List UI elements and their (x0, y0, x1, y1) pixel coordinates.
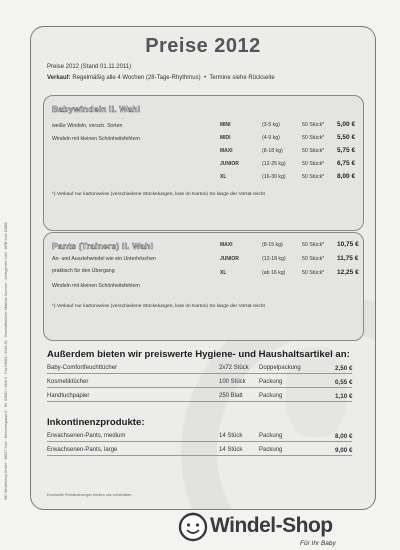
ink-pack-1: Packung (259, 447, 283, 453)
hygiene-row-2 (47, 393, 357, 403)
windel-shop-logo (178, 508, 378, 550)
ink-qty-0: 14 Stück (219, 433, 243, 439)
bullet-icon: • (203, 75, 207, 81)
price-change-note: Eventuelle Preisänderungen bleiben uns vorbehalten. (47, 493, 133, 497)
bw-price-3: 6,75 € (337, 160, 356, 167)
bw-price-2: 5,75 € (337, 147, 356, 154)
bw-size-1: MIDI (220, 135, 231, 141)
dates-note: Termine siehe Rückseite (209, 75, 275, 81)
pants-qty-2: 50 Stück* (302, 270, 325, 276)
hygiene-name-2: Handtuchpapier (47, 393, 90, 399)
hygiene-row-0 (47, 365, 357, 375)
pants-price-2: 12,25 € (337, 269, 359, 276)
bw-size-0: MINI (220, 122, 231, 128)
bw-size-2: MAXI (220, 148, 233, 154)
hygiene-price-1: 0,55 € (335, 379, 353, 386)
company-info-vertical: WD Windelshop GmbH · 98527 Suhl · Heinrichsgasse 5 · Tel. 03681 / 4546-0 · Fax 03681 / 4546-20 · Geschäftsführer: Mathias Sommer · Amtsgericht Suhl · HRB Suhl 10888 (4, 222, 8, 500)
babywindeln-note: *) Verkauf nur kartonweise (verschiedene Stückelungen, lose im Karton) So lange der Vorrat reicht (52, 192, 265, 197)
pants-desc-2: praktisch für den Übergang (52, 268, 115, 274)
hygiene-name-0: Baby-Comfortfeuchttücher (47, 365, 118, 371)
ink-price-0: 8,00 € (335, 433, 353, 440)
bw-qty-3: 50 Stück* (302, 161, 325, 167)
row-divider (47, 455, 352, 456)
pants-size-1: JUNIOR (220, 256, 239, 262)
pants-price-0: 10,75 € (337, 241, 359, 248)
pants-qty-1: 50 Stück* (302, 256, 325, 262)
pants-size-2: XL (220, 270, 227, 276)
bw-qty-4: 50 Stück* (302, 174, 325, 180)
pants-qty-0: 50 Stück* (302, 242, 325, 248)
hygiene-pack-2: Packung (259, 393, 283, 399)
sales-label: Verkauf: (47, 75, 71, 81)
babywindeln-desc-2: Windeln mit kleinen Schönheitsfehlern (52, 136, 140, 142)
bw-weight-4: (16-30 kg) (262, 174, 286, 180)
pants-desc-3: Windeln mit kleinen Schönheitsfehlern (52, 283, 140, 289)
hygiene-price-0: 2,50 € (335, 365, 353, 372)
hygiene-heading: Außerdem bieten wir preiswerte Hygiene- und Haushaltsartikel an: (47, 349, 350, 360)
pants-weight-0: (8-15 kg) (262, 242, 283, 248)
hygiene-pack-1: Packung (259, 379, 283, 385)
bw-qty-2: 50 Stück* (302, 148, 325, 154)
row-divider (47, 401, 352, 402)
bw-weight-3: (12-25 kg) (262, 161, 286, 167)
babywindeln-desc-1: weiße Windeln, versch. Sorten (52, 123, 123, 129)
logo-subtitle: Für Ihr Baby (300, 540, 336, 547)
baby-face-icon (178, 512, 208, 542)
hygiene-qty-0: 2x72 Stück (219, 365, 249, 371)
pants-note: *) Verkauf nur kartonweise (verschiedene Stückelungen, lose im Karton) So lange der Vorrat reicht (52, 304, 265, 309)
hygiene-row-1 (47, 379, 357, 389)
bw-price-1: 5,50 € (337, 134, 356, 141)
baby-ear-watermark (286, 347, 346, 437)
inkontinenz-heading: Inkontinenzprodukte: (47, 417, 145, 428)
bw-qty-0: 50 Stück* (302, 122, 325, 128)
ink-pack-0: Packung (259, 433, 283, 439)
row-divider (47, 441, 352, 442)
price-card (30, 26, 376, 510)
bw-weight-1: (4-9 kg) (262, 135, 280, 141)
ink-price-1: 9,00 € (335, 447, 353, 454)
row-divider (47, 373, 352, 374)
bw-price-0: 5,00 € (337, 121, 356, 128)
price-stand: Preise 2012 (Stand 01.11.2011) (47, 64, 132, 70)
ink-name-1: Erwachsenen-Pants, large (47, 447, 118, 453)
hygiene-name-1: Kosmetiktücher (47, 379, 89, 385)
pants-price-1: 11,75 € (337, 255, 359, 262)
babywindeln-panel (43, 95, 364, 231)
hygiene-qty-1: 100 Stück (219, 379, 246, 385)
hygiene-price-2: 1,10 € (335, 393, 353, 400)
pants-weight-1: (12-18 kg) (262, 256, 286, 262)
pants-panel (43, 232, 364, 341)
hygiene-pack-0: Doppelpackung (259, 365, 301, 371)
bw-size-3: JUNIOR (220, 161, 239, 167)
pants-heading: Pants (Trainers) II. Wahl (52, 241, 154, 251)
bw-weight-2: (8-18 kg) (262, 148, 283, 154)
pants-desc-1: An- und Ausziehwindel wie ein Unterhöschen (52, 256, 156, 262)
bw-price-4: 8,00 € (337, 173, 356, 180)
bw-size-4: XL (220, 174, 227, 180)
bw-qty-1: 50 Stück* (302, 135, 325, 141)
bw-weight-0: (3-5 kg) (262, 122, 280, 128)
inkontinenz-row-1 (47, 447, 357, 457)
hygiene-qty-2: 250 Blatt (219, 393, 243, 399)
babywindeln-heading: Babywindeln II. Wahl (52, 104, 141, 114)
pants-size-0: MAXI (220, 242, 233, 248)
ink-qty-1: 14 Stück (219, 447, 243, 453)
row-divider (47, 387, 352, 388)
inkontinenz-row-0 (47, 433, 357, 443)
page-title: Preise 2012 (145, 35, 261, 57)
logo-text: Windel-Shop (210, 514, 333, 537)
sales-rhythm: Regelmäßig alle 4 Wochen (28-Tage-Rhythmus) (72, 75, 201, 81)
sales-info (47, 75, 275, 81)
pants-weight-2: (ab 16 kg) (262, 270, 286, 276)
ink-name-0: Erwachsenen-Pants, medium (47, 433, 126, 439)
